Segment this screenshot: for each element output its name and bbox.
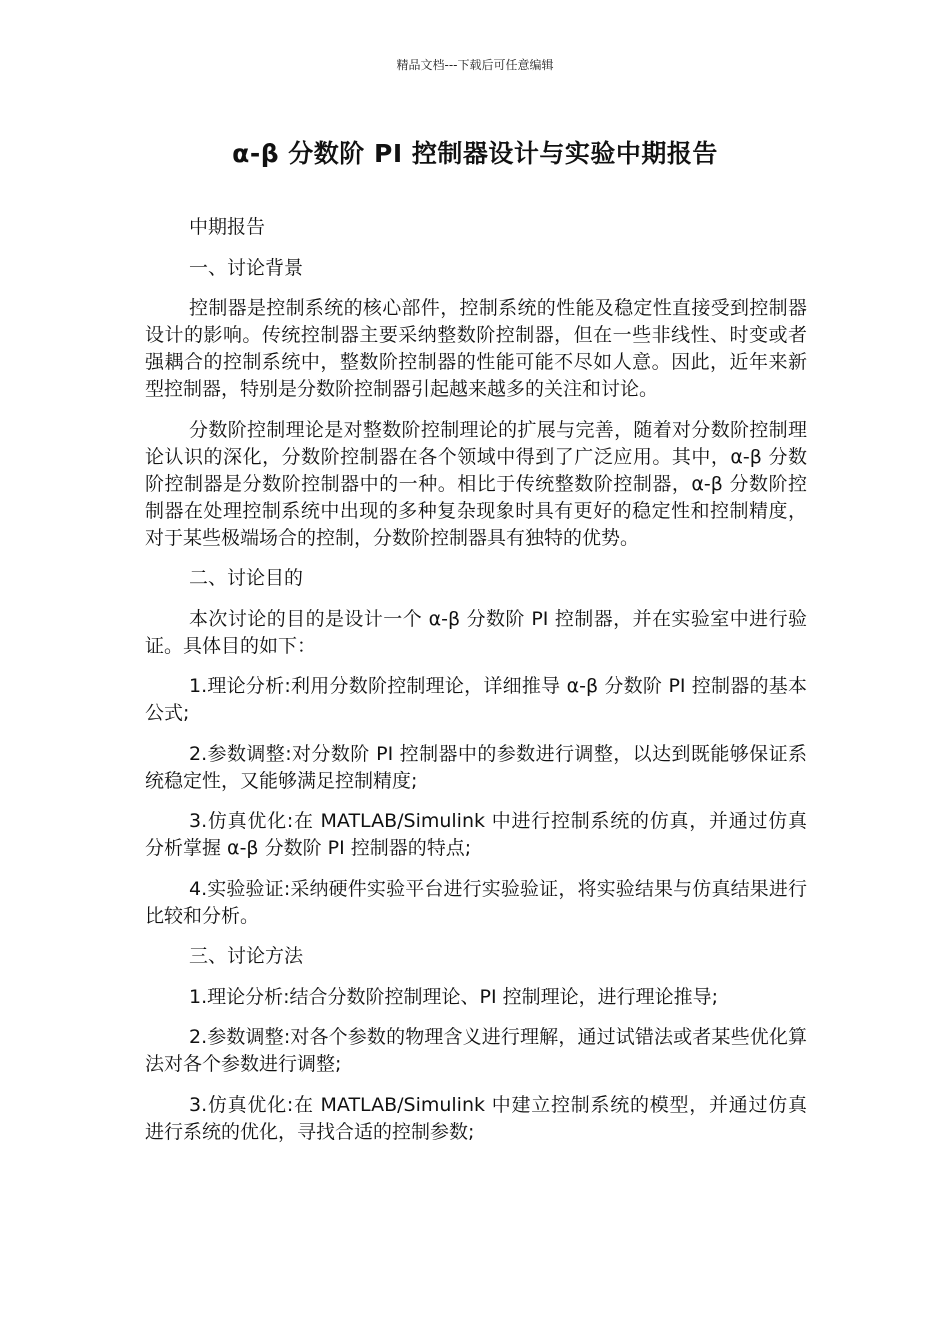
list-item: 3.仿真优化:在 MATLAB/Simulink 中进行控制系统的仿真，并通过仿真分析掌握 α-β 分数阶 PI 控制器的特点; bbox=[145, 810, 807, 859]
document-body bbox=[145, 214, 807, 1159]
paragraph: 分数阶控制理论是对整数阶控制理论的扩展与完善，随着对分数阶控制理论认识的深化，分数阶控制器在各个领域中得到了广泛应用。其中，α-β 分数阶控制器是分数阶控制器中的一种。相比于传统整数阶控制器，α-β 分数阶控制器在处理控制系统中出现的多种复杂现象时具有更好的稳定性和控制精度，对于某些极端场合的控制，分数阶控制器具有独特的优势。 bbox=[145, 418, 807, 549]
list-item: 1.理论分析:结合分数阶控制理论、PI 控制理论，进行理论推导; bbox=[189, 985, 719, 1008]
page-header: 精品文档---下载后可任意编辑 bbox=[396, 58, 554, 72]
paragraph-report-label: 中期报告 bbox=[189, 216, 266, 238]
list-item: 2.参数调整:对分数阶 PI 控制器中的参数进行调整，以达到既能够保证系统稳定性，又能够满足控制精度; bbox=[145, 742, 807, 792]
paragraph: 本次讨论的目的是设计一个 α-β 分数阶 PI 控制器，并在实验室中进行验证。具体目的如下： bbox=[145, 607, 807, 657]
section-heading-methods: 三、讨论方法 bbox=[189, 945, 304, 967]
list-item: 4.实验验证:采纳硬件实验平台进行实验验证，将实验结果与仿真结果进行比较和分析。 bbox=[145, 877, 807, 927]
document-title: α-β 分数阶 PI 控制器设计与实验中期报告 bbox=[232, 139, 718, 168]
list-item: 3.仿真优化:在 MATLAB/Simulink 中建立控制系统的模型，并通过仿真进行系统的优化，寻找合适的控制参数; bbox=[145, 1093, 807, 1143]
list-item: 1.理论分析:利用分数阶控制理论，详细推导 α-β 分数阶 PI 控制器的基本公式; bbox=[145, 675, 807, 724]
list-item: 2.参数调整:对各个参数的物理含义进行理解，通过试错法或者某些优化算法对各个参数进行调整; bbox=[145, 1026, 807, 1075]
paragraph: 控制器是控制系统的核心部件，控制系统的性能及稳定性直接受到控制器设计的影响。传统控制器主要采纳整数阶控制器，但在一些非线性、时变或者强耦合的控制系统中，整数阶控制器的性能可能不尽如人意。因此，近年来新型控制器，特别是分数阶控制器引起越来越多的关注和讨论。 bbox=[145, 297, 807, 400]
section-heading-purpose: 二、讨论目的 bbox=[189, 567, 304, 589]
section-heading-background: 一、讨论背景 bbox=[189, 256, 304, 279]
